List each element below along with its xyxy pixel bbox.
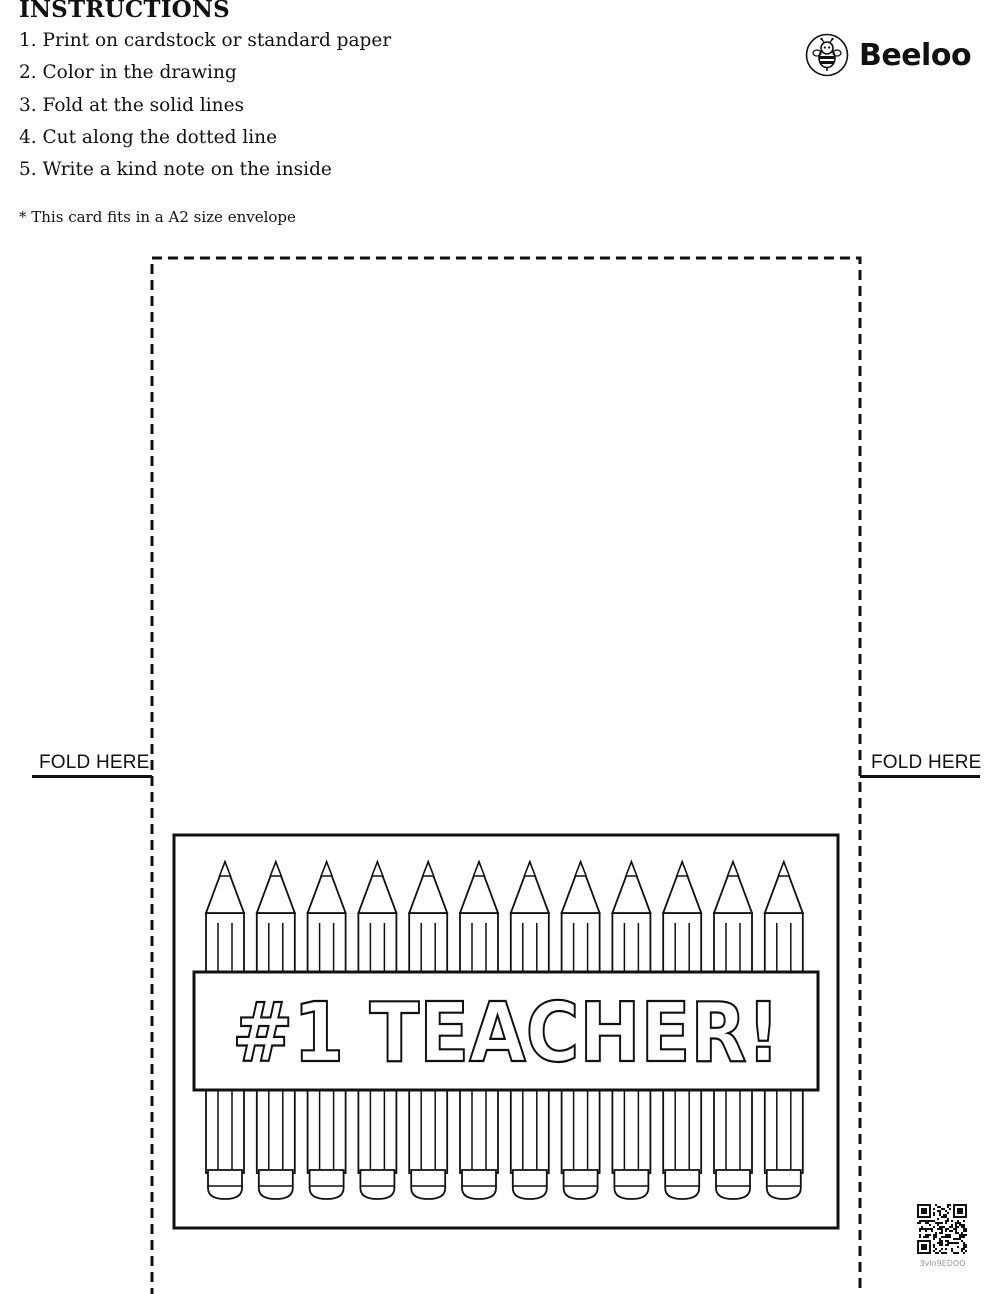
instruction-step: 4. Cut along the dotted line: [19, 126, 278, 148]
brand-name: Beeloo: [859, 37, 972, 73]
instruction-step: 1. Print on cardstock or standard paper: [19, 30, 392, 51]
instructions-title: INSTRUCTIONS: [19, 0, 230, 23]
qr-code-label: 3vln9EDOO: [919, 1259, 966, 1268]
fold-line-left: [32, 775, 152, 778]
qr-code-icon: [917, 1204, 967, 1254]
fold-label-left: FOLD HERE: [39, 752, 150, 773]
envelope-note: * This card fits in a A2 size envelope: [19, 208, 296, 226]
fold-line-right: [860, 775, 980, 778]
banner-text: #1 TEACHER!: [232, 986, 780, 1081]
instruction-step: 2. Color in the drawing: [19, 62, 237, 84]
instruction-step: 5. Write a kind note on the inside: [19, 159, 332, 181]
fold-label-right: FOLD HERE: [871, 752, 982, 773]
instruction-step: 3. Fold at the solid lines: [19, 94, 245, 116]
